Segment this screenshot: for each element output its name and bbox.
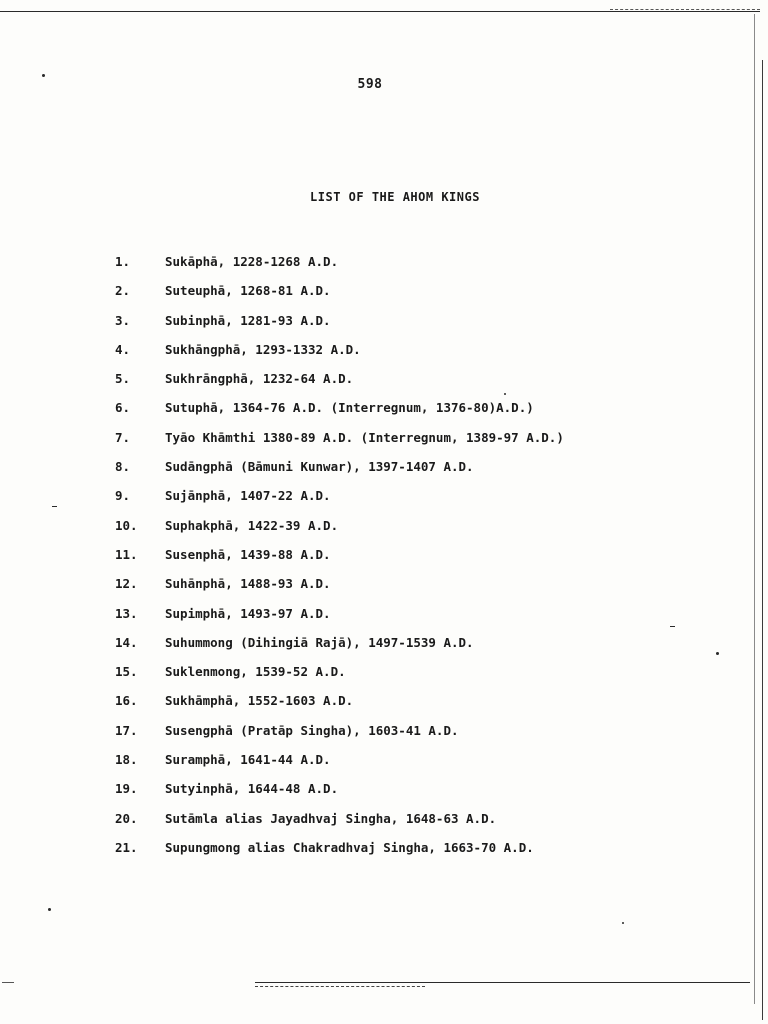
- king-entry: Sutāmla alias Jayadhvaj Singha, 1648-63 A.D.: [165, 810, 497, 826]
- king-entry: Sujānphā, 1407-22 A.D.: [165, 488, 331, 504]
- king-number: 6.: [115, 400, 131, 416]
- king-number: 20.: [115, 810, 138, 826]
- right-page-edge: [754, 14, 755, 1004]
- scan-speck: [670, 626, 675, 627]
- scan-speck: [622, 922, 624, 924]
- king-entry: Suteuphā, 1268-81 A.D.: [165, 283, 331, 299]
- king-number: 10.: [115, 517, 138, 533]
- king-number: 1.: [115, 254, 131, 269]
- king-number: 8.: [115, 459, 131, 475]
- bottom-rule-dashed: [255, 986, 425, 987]
- king-entry: Suklenmong, 1539-52 A.D.: [165, 664, 346, 680]
- king-entry: Suphakphā, 1422-39 A.D.: [165, 517, 339, 533]
- scan-speck: [52, 506, 57, 507]
- king-entry: Suramphā, 1641-44 A.D.: [165, 752, 331, 768]
- scan-speck: [504, 393, 506, 395]
- king-number: 11.: [115, 546, 138, 562]
- right-binding-edge: [762, 60, 763, 1020]
- king-number: 9.: [115, 488, 131, 504]
- king-number: 12.: [115, 576, 138, 592]
- king-entry: Subinphā, 1281-93 A.D.: [165, 312, 331, 328]
- king-number: 2.: [115, 283, 131, 299]
- king-entry: Sukhāngphā, 1293-1332 A.D.: [165, 341, 361, 357]
- king-entry: Supungmong alias Chakradhvaj Singha, 1663-70 A.D.: [165, 839, 534, 855]
- king-number: 16.: [115, 693, 138, 709]
- king-entry: Susenphā, 1439-88 A.D.: [165, 546, 331, 562]
- king-number: 13.: [115, 605, 138, 621]
- king-number: 19.: [115, 781, 138, 797]
- king-entry: Suhummong (Dihingiā Rajā), 1497-1539 A.D.: [165, 634, 474, 650]
- king-number: 21.: [115, 839, 138, 855]
- scan-speck: [48, 908, 51, 911]
- king-number: 5.: [115, 371, 131, 387]
- king-entry: Sukhrāngphā, 1232-64 A.D.: [165, 371, 354, 387]
- king-entry: Tyāo Khāmthi 1380-89 A.D. (Interregnum, 1389-97 A.D.): [165, 429, 564, 445]
- king-entry: Susengphā (Pratāp Singha), 1603-41 A.D.: [165, 722, 459, 738]
- bottom-rule: [255, 982, 750, 983]
- king-entry: Sukāphā, 1228-1268 A.D.: [165, 254, 339, 269]
- king-number: 15.: [115, 664, 138, 680]
- king-entry: Sutuphā, 1364-76 A.D. (Interregnum, 1376-80)A.D.): [165, 400, 534, 416]
- page-number: 598: [357, 77, 383, 92]
- king-entry: Sutyinphā, 1644-48 A.D.: [165, 781, 339, 797]
- king-number: 18.: [115, 752, 138, 768]
- king-entry: Sudāngphā (Bāmuni Kunwar), 1397-1407 A.D.: [165, 459, 474, 475]
- king-entry: Suhānphā, 1488-93 A.D.: [165, 576, 331, 592]
- king-number: 14.: [115, 634, 138, 650]
- king-number: 7.: [115, 429, 131, 445]
- scan-speck: [716, 652, 719, 655]
- king-number: 4.: [115, 341, 131, 357]
- king-number: 3.: [115, 312, 131, 328]
- bottom-left-mark: [2, 982, 14, 983]
- page-title: LIST OF THE AHOM KINGS: [310, 190, 480, 204]
- top-rule-dashed: [610, 9, 760, 10]
- king-entry: Supimphā, 1493-97 A.D.: [165, 605, 331, 621]
- king-number: 17.: [115, 722, 138, 738]
- top-rule: [0, 11, 760, 12]
- king-entry: Sukhāmphā, 1552-1603 A.D.: [165, 693, 354, 709]
